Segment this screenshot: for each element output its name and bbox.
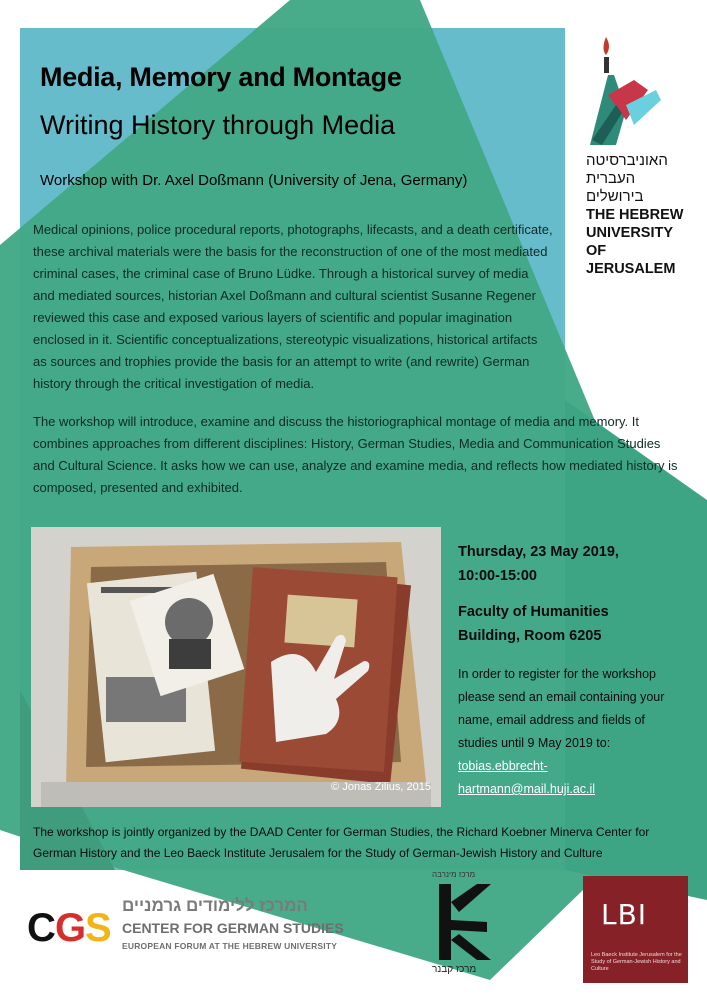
huji-hebrew-line-2: העברית (586, 170, 636, 187)
registration-info (458, 663, 683, 801)
description-paragraph-2: The workshop will introduce, examine and discuss the historiographical montage of media and memory. It combines approaches from different disciplines: History, German Studies, Media and Communication Studies and Cultural Science. It asks how we can use, analyze and examine media, and reflects how mediated history is composed, presented and exhibited. (33, 414, 678, 495)
huji-english-line-2: UNIVERSITY (586, 225, 674, 241)
registration-email-link[interactable]: tobias.ebbrecht-hartmann@mail.huji.ac.il (458, 759, 596, 796)
event-location-line-2: Building, Room 6205 (458, 628, 602, 644)
event-date: Thursday, 23 May 2019, (458, 544, 619, 560)
cgs-english-name: CENTER FOR GERMAN STUDIES (122, 920, 344, 936)
event-location-line-1: Faculty of Humanities (458, 604, 609, 620)
event-time: 10:00-15:00 (458, 568, 537, 584)
lbi-logo (583, 876, 688, 983)
lbi-mark: LBI (601, 898, 648, 931)
title-sub: Writing History through Media (40, 110, 396, 140)
huji-english-line-1: THE HEBREW (586, 207, 684, 223)
huji-english-line-3: OF JERUSALEM (586, 243, 676, 277)
svg-text:G: G (55, 906, 87, 947)
huji-hebrew-line-3: בירושלים (586, 188, 644, 205)
workshop-line: Workshop with Dr. Axel Doßmann (University of Jena, Germany) (40, 172, 468, 189)
huji-text-block (586, 152, 696, 278)
registration-text: In order to register for the workshop please send an email containing your name, email address and fields of studies until 9 May 2019 to: (458, 667, 665, 750)
kobner-center-logo-icon (437, 882, 495, 962)
title-main: Media, Memory and Montage (40, 62, 402, 92)
huji-hebrew-line-1: האוניברסיטה (586, 152, 668, 169)
event-location-block (458, 600, 688, 648)
lbi-small-text: Leo Baeck Institute Jerusalem for the Study of German-Jewish History and Culture (591, 952, 682, 972)
description-paragraph-1: Medical opinions, police procedural reports, photographs, lifecasts, and a death certificate, these archival materials were the basis for the reconstruction of one of the most mediated criminal cases, the criminal case of Bruno Lüdke. Through a historical survey of media and mediated sources, historian Axel Doßmann and cultural scientist Susanne Regener reviewed this case and exposed various layers of scientific and popular imagination enclosed in it. Scientific conceptualizations, stereotypic visualizations, historical artifacts as sources and trophies provide the basis for an attempt to write (and rewrite) German history through the critical investigation of media. (33, 222, 553, 391)
cgs-subtitle: EUROPEAN FORUM AT THE HEBREW UNIVERSITY (122, 941, 338, 951)
svg-text:S: S (85, 906, 112, 947)
svg-text:C: C (27, 906, 56, 947)
archive-box-illustration (31, 527, 441, 807)
photo-credit: © Jonas Zilius, 2015 (331, 781, 431, 793)
huji-emblem-icon (586, 35, 666, 150)
cgs-logo-icon (27, 905, 119, 947)
archive-box-photo (31, 527, 441, 807)
organizers-note: The workshop is jointly organized by the DAAD Center for German Studies, the Richard Koebner Minerva Center for German History and the Leo Baeck Institute Jerusalem for the Study of German-Jewish History and Culture (33, 825, 650, 860)
event-date-block (458, 540, 688, 588)
kobner-bottom-text: מרכז קבנר (432, 964, 477, 975)
kobner-top-text: מרכז מינרבה (432, 870, 476, 879)
cgs-hebrew-name: המרכז ללימודים גרמניים (122, 896, 308, 915)
